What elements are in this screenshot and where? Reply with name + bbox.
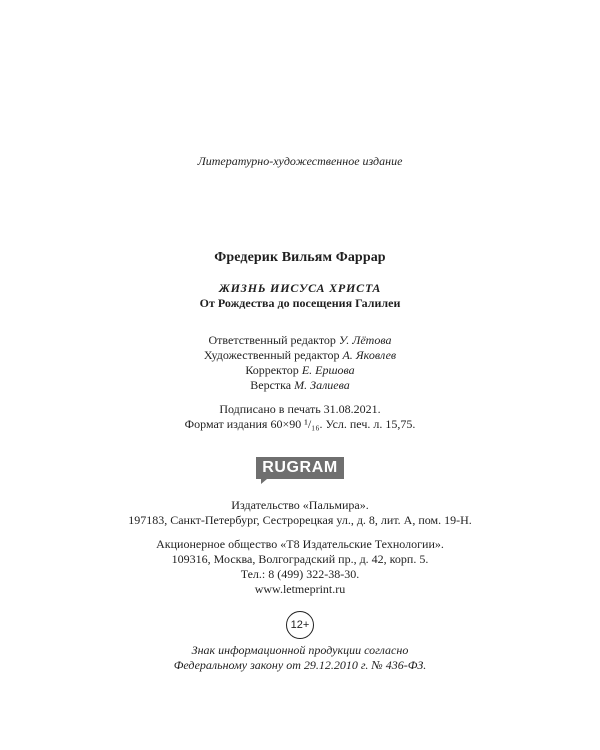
printer-name: Акционерное общество «Т8 Издательские Технологии». — [156, 537, 444, 551]
credit-role: Корректор — [245, 363, 299, 377]
publisher-name: Издательство «Пальмира». — [231, 498, 369, 512]
printer-website: www.letmeprint.ru — [254, 582, 346, 596]
law-note-line-2: Федеральному закону от 29.12.2010 г. № 436-ФЗ. — [173, 658, 427, 672]
book-title-block — [0, 281, 600, 311]
author-text: Фредерик Вильям Фаррар — [214, 250, 386, 265]
publisher-info — [0, 498, 600, 528]
age-rating-area — [0, 611, 600, 639]
credit-name: А. Яковлев — [342, 348, 397, 362]
law-note-line-1: Знак информационной продукции согласно — [191, 643, 409, 657]
author-name — [0, 249, 600, 267]
printer-address: 109316, Москва, Волгоградский пр., д. 42, корп. 5. — [171, 552, 429, 566]
credits-list — [0, 333, 600, 393]
publisher-address: 197183, Санкт-Петербург, Сестрорецкая ул., д. 8, лит. А, пом. 19-Н. — [128, 513, 472, 527]
print-signed-date: Подписано в печать 31.08.2021. — [219, 402, 381, 416]
rugram-logo: RUGRAM — [256, 457, 344, 479]
law-note — [0, 643, 600, 673]
credit-role: Художественный редактор — [203, 348, 340, 362]
credit-role: Верстка — [250, 378, 292, 392]
printer-info — [0, 537, 600, 597]
credit-name: У. Лётова — [338, 333, 392, 347]
credit-role: Ответственный редактор — [208, 333, 336, 347]
credit-line — [0, 333, 600, 348]
publisher-logo-area — [0, 457, 600, 483]
print-format: Формат издания 60×90 ¹/₁₆. Усл. печ. л. 15,75. — [184, 417, 416, 431]
edition-type-text: Литературно-художественное издание — [197, 154, 403, 168]
credit-line — [0, 378, 600, 393]
book-subtitle: От Рождества до посещения Галилеи — [199, 296, 401, 310]
age-rating-badge: 12+ — [286, 611, 314, 639]
edition-type — [0, 154, 600, 169]
book-title: ЖИЗНЬ ИИСУСА ХРИСТА — [218, 281, 382, 295]
credit-name: М. Залиева — [294, 378, 350, 392]
print-info — [0, 402, 600, 432]
credit-line — [0, 363, 600, 378]
printer-phone: Тел.: 8 (499) 322-38-30. — [240, 567, 360, 581]
credit-line — [0, 348, 600, 363]
credit-name: Е. Ершова — [301, 363, 355, 377]
